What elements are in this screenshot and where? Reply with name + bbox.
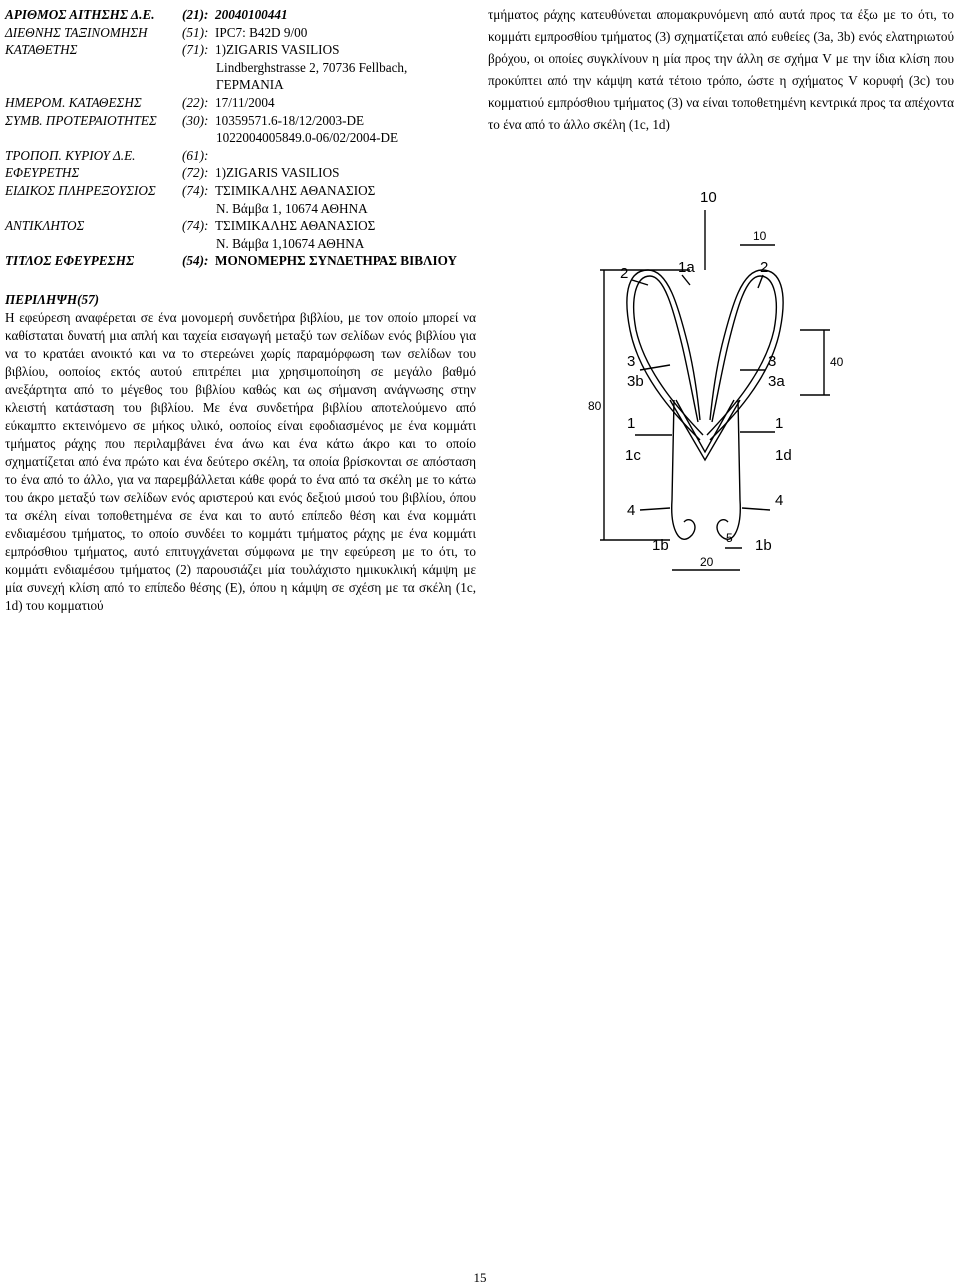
- meta-row: [5, 112, 480, 130]
- meta-label: ΤΡΟΠΟΠ. ΚΥΡΙΟΥ Δ.Ε.: [5, 147, 136, 163]
- meta-code: (30):: [182, 112, 209, 128]
- abstract-heading: ΠΕΡΙΛΗΨΗ(57): [5, 292, 100, 307]
- meta-row: [5, 94, 480, 112]
- wire-leg-left: [672, 400, 695, 539]
- label-2-right: 2: [760, 259, 769, 276]
- label-3a: 3a: [768, 373, 785, 390]
- meta-code: (51):: [182, 24, 209, 40]
- label-2-left: 2: [620, 265, 629, 282]
- meta-code: (22):: [182, 94, 209, 110]
- meta-code: (72):: [182, 165, 209, 181]
- label-10-top: 10: [700, 189, 717, 206]
- meta-row: [5, 59, 480, 77]
- label-1d: 1d: [775, 447, 792, 464]
- meta-row: [5, 200, 480, 218]
- meta-code: (21):: [182, 7, 209, 22]
- meta-value: ΤΣΙΜΙΚΑΛΗΣ ΑΘΑΝΑΣΙΟΣ: [215, 182, 376, 198]
- meta-value: ΜΟΝΟΜΕΡΗΣ ΣΥΝΔΕΤΗΡΑΣ ΒΙΒΛΙΟΥ: [215, 253, 458, 269]
- meta-value: ΓΕΡΜΑΝΙΑ: [216, 77, 284, 93]
- meta-value: 1)ZIGARIS VASILIOS: [215, 42, 340, 58]
- meta-row: [5, 217, 480, 235]
- label-1c: 1c: [625, 447, 641, 464]
- label-4-left: 4: [627, 502, 636, 519]
- abstract-continuation: τμήματος ράχης κατευθύνεται απομακρυνόμενη από αυτά προς τα έξω με το ότι, το κομμάτι εμπροσθίου τμήματος (3) σχηματίζεται από ευθείες (3a, 3b) ενός ελατηριωτού βρόχου, οι οποίες συγκλίνουν η μία προς την άλλη σε σχήμα V με την ίδια κλίση που προκύπτει από την κάμψη κατά τέτοιο τρόπο, ώστε η σχήματος V κορυφή (3c) του κομματιού εμπρόσθιου τμήματος (3) να είναι τοποθετημένη κεντρικά προς τα απέχοντα το ένα από το άλλο σκέλη (1c, 1d): [488, 7, 954, 132]
- meta-label: ΔΙΕΘΝΗΣ ΤΑΞΙΝΟΜΗΣΗ: [5, 24, 148, 40]
- meta-value: 1022004005849.0-06/02/2004-DE: [216, 130, 399, 146]
- label-4-right: 4: [775, 492, 784, 509]
- meta-value: 20040100441: [215, 7, 288, 22]
- abstract-text: Η εφεύρεση αναφέρεται σε ένα μονομερή συνδετήρα βιβλίου, με τον οποίο μπορεί να καθίσταται δυνατή μια απλή και ταχεία εισαγωγή μεταξύ των σελίδων ενός βιβλίου για να το κρατάει ανοικτό και να το στερεώνει χωρίς παραμόρφωση των σελίδων του βιβλίου, οοποίος εκτός αυτού επιτρέπει μια χρησιμοποίηση σε μεγάλο βαθμό ανεξάρτητα από το μέγεθος του βιβλίου καθώς και ως σήμανση ανάγνωσης στην κλειστή κατάσταση του βιβλίου. Με ένα συνδετήρα βιβλίου αποτελούμενο από εύκαμπτο εκτεινόμενο σε μήκος υλικό, οοποίος είναι εφοδιασμένος με ένα κομμάτι τμήματος ράχης που περιλαμβάνει ένα άνω και ένα κάτω άκρο και το οποίο σχηματίζεται από ένα πρώτο και ένα δεύτερο σκέλη, τα οποία βρίσκονται σε απόσταση το ένα από το άλλο, για να παρεμβάλλεται κάθε φορά το ένα από τα σκέλη με το κάτω του άκρο μεταξύ των σελίδων ενός αριστερού και ενός δεξιού μισού του βιβλίου, όπου τα σκέλη είναι τοποθετημένα σε ένα και το αυτό επίπεδο θέση και ένα κομμάτι ενδιαμέσου τμήματος, το οποίο συνδέει το κομμάτι τμήματος ράχης με ένα κομμάτι εμπρόσθιου τμήματος, αυτό επιτυγχάνεται σύμφωνα με την εφεύρεση με το ότι, το κομμάτι ενδιαμέσου τμήματος (2) παρουσιάζει μία τουλάχιστο ημικυκλική κάμψη με μία συνεχή κλίση από το επίπεδο θέσης (Ε), όπου η κάμψη σε σχέση με τα σκέλη (1c, 1d) του κομματιού: [5, 310, 476, 613]
- meta-value: ΤΣΙΜΙΚΑΛΗΣ ΑΘΑΝΑΣΙΟΣ: [215, 218, 376, 234]
- meta-label: ΗΜΕΡΟΜ. ΚΑΤΑΘΕΣΗΣ: [5, 94, 142, 110]
- label-1b-left: 1b: [652, 537, 669, 554]
- label-3b: 3b: [627, 373, 644, 390]
- meta-row: [5, 24, 480, 42]
- meta-label: ΑΡΙΘΜΟΣ ΑΙΤΗΣΗΣ Δ.Ε.: [5, 7, 155, 22]
- label-dim-40: 40: [830, 355, 844, 369]
- label-dim-20: 20: [700, 555, 714, 569]
- wire-right-loop-inner: [707, 276, 776, 435]
- meta-code: (54):: [182, 253, 209, 269]
- meta-label: ΕΦΕΥΡΕΤΗΣ: [5, 165, 80, 181]
- meta-label: ΑΝΤΙΚΛΗΤΟΣ: [5, 218, 85, 234]
- meta-value: 1)ZIGARIS VASILIOS: [215, 165, 340, 181]
- meta-row: [5, 129, 480, 147]
- meta-row: [5, 164, 480, 182]
- label-3-left: 3: [627, 353, 636, 370]
- label-dim-80: 80: [588, 399, 602, 413]
- meta-row: [5, 147, 480, 165]
- wire-left-loop-inner: [634, 276, 703, 435]
- abstract: [5, 291, 476, 615]
- label-1-left: 1: [627, 415, 636, 432]
- meta-value: 17/11/2004: [215, 94, 275, 110]
- label-3-right: 3: [768, 353, 777, 370]
- label-1a: 1a: [678, 259, 695, 276]
- meta-label: ΣΥΜΒ. ΠΡΟΤΕΡΑΙΟΤΗΤΕΣ: [5, 112, 157, 128]
- meta-row: [5, 76, 480, 94]
- meta-code: (71):: [182, 42, 209, 58]
- meta-label: ΤΙΤΛΟΣ ΕΦΕΥΡΕΣΗΣ: [5, 253, 135, 269]
- meta-code: (74):: [182, 182, 209, 198]
- meta-label: ΚΑΤΑΘΕΤΗΣ: [5, 42, 78, 58]
- label-dim-10: 10: [753, 229, 767, 243]
- label-dim-5: 5: [726, 531, 733, 545]
- meta-row: [5, 41, 480, 59]
- meta-value: IPC7: B42D 9/00: [215, 24, 308, 40]
- meta-value: Lindberghstrasse 2, 70736 Fellbach,: [216, 59, 408, 75]
- label-1-right: 1: [775, 415, 784, 432]
- meta-code: (74):: [182, 218, 209, 234]
- meta-value: Ν. Βάμβα 1, 10674 ΑΘΗΝΑ: [216, 200, 368, 216]
- book-clip-drawing: [560, 170, 860, 580]
- meta-row: [5, 182, 480, 200]
- page-number: 15: [473, 1270, 487, 1285]
- label-1b-right: 1b: [755, 537, 772, 554]
- meta-row: [5, 252, 480, 270]
- meta-row: [5, 235, 480, 253]
- meta-value: 10359571.6-18/12/2003-DE: [215, 112, 365, 128]
- wire-left-loop: [627, 270, 700, 440]
- meta-row: [5, 6, 480, 24]
- bibliographic-data: [5, 6, 480, 270]
- meta-label: ΕΙΔΙΚΟΣ ΠΛΗΡΕΞΟΥΣΙΟΣ: [5, 182, 156, 198]
- meta-value: Ν. Βάμβα 1,10674 ΑΘΗΝΑ: [216, 235, 365, 251]
- meta-code: (61):: [182, 147, 209, 163]
